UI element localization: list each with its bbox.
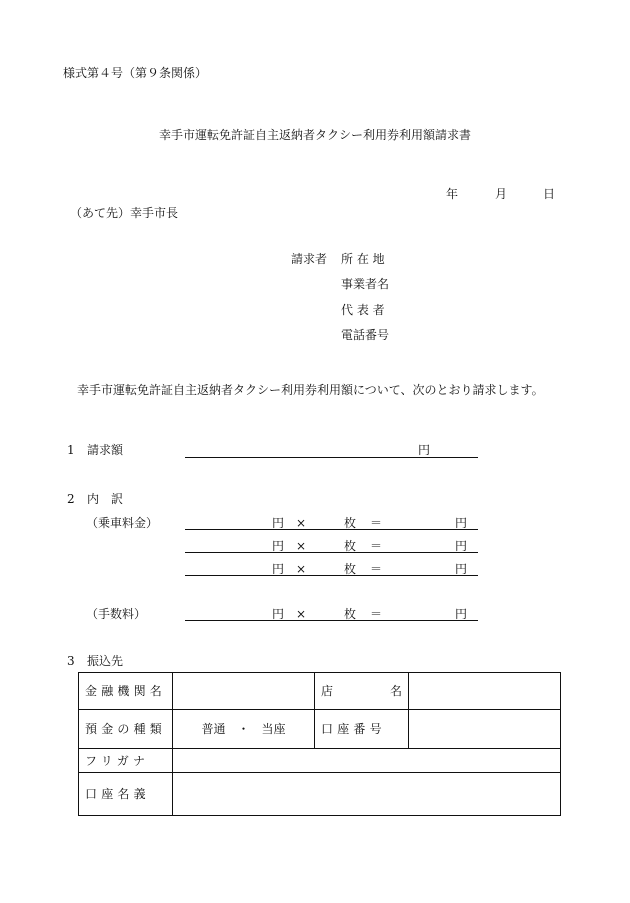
- account-number-cell[interactable]: [409, 710, 561, 749]
- account-name-label: 口座名義: [79, 773, 173, 816]
- row-times: ×: [296, 516, 307, 530]
- section2-label: 内 訳: [87, 492, 124, 506]
- form-number: 様式第４号（第９条関係）: [63, 66, 208, 80]
- row-equals: ＝: [370, 562, 383, 576]
- row-sheets: 枚: [344, 562, 357, 576]
- section3-number: 3: [67, 654, 75, 668]
- bank-transfer-table: [78, 672, 561, 816]
- addressee: （あて先）幸手市長: [70, 206, 179, 220]
- claimant-address-label: 所 在 地: [341, 252, 385, 266]
- row-equals: ＝: [370, 539, 383, 553]
- fare-label: （乗車料金）: [86, 516, 159, 530]
- date-year: 年: [446, 187, 459, 201]
- claimant-company-label: 事業者名: [341, 277, 390, 291]
- row-underline: [185, 620, 478, 621]
- row-yen: 円: [272, 539, 285, 553]
- request-statement: 幸手市運転免許証自主返納者タクシー利用券利用額について、次のとおり請求します。: [77, 383, 544, 397]
- claimant-label: 請求者: [291, 252, 328, 266]
- row-times: ×: [296, 562, 307, 576]
- table-row: [79, 710, 561, 749]
- section1-number: 1: [67, 443, 75, 457]
- row-underline: [185, 529, 478, 530]
- account-number-label: 口座番号: [315, 710, 409, 749]
- furigana-cell[interactable]: [173, 749, 561, 773]
- claimant-phone-label: 電話番号: [341, 328, 390, 342]
- deposit-type-options[interactable]: 普通 ・ 当座: [173, 710, 315, 749]
- row-times: ×: [296, 539, 307, 553]
- row-yen-total: 円: [455, 562, 468, 576]
- section1-yen: 円: [418, 443, 431, 457]
- page-title: 幸手市運転免許証自主返納者タクシー利用券利用額請求書: [158, 128, 471, 142]
- bank-name-label: 金融機関名: [79, 673, 173, 710]
- row-underline: [185, 552, 478, 553]
- deposit-type-label: 預金の種類: [79, 710, 173, 749]
- section2-number: 2: [67, 492, 75, 506]
- section1-label: 請求額: [87, 443, 124, 457]
- row-underline: [185, 575, 478, 576]
- row-sheets: 枚: [344, 607, 357, 621]
- fee-label: （手数料）: [86, 607, 147, 621]
- date-month: 月: [495, 187, 508, 201]
- row-sheets: 枚: [344, 539, 357, 553]
- row-yen-total: 円: [455, 607, 468, 621]
- section3-label: 振込先: [87, 654, 124, 668]
- claimant-representative-label: 代 表 者: [341, 303, 385, 317]
- account-name-cell[interactable]: [173, 773, 561, 816]
- branch-label: 店 名: [315, 673, 409, 710]
- table-row: [79, 749, 561, 773]
- row-yen: 円: [272, 562, 285, 576]
- branch-cell[interactable]: [409, 673, 561, 710]
- row-sheets: 枚: [344, 516, 357, 530]
- table-row: [79, 673, 561, 710]
- bank-name-cell[interactable]: [173, 673, 315, 710]
- row-yen-total: 円: [455, 539, 468, 553]
- row-equals: ＝: [370, 516, 383, 530]
- row-yen: 円: [272, 516, 285, 530]
- date-day: 日: [543, 187, 556, 201]
- row-yen-total: 円: [455, 516, 468, 530]
- claim-amount-underline[interactable]: [185, 457, 478, 458]
- row-equals: ＝: [370, 607, 383, 621]
- furigana-label: フリガナ: [79, 749, 173, 773]
- table-row: [79, 773, 561, 816]
- row-yen: 円: [272, 607, 285, 621]
- row-times: ×: [296, 607, 307, 621]
